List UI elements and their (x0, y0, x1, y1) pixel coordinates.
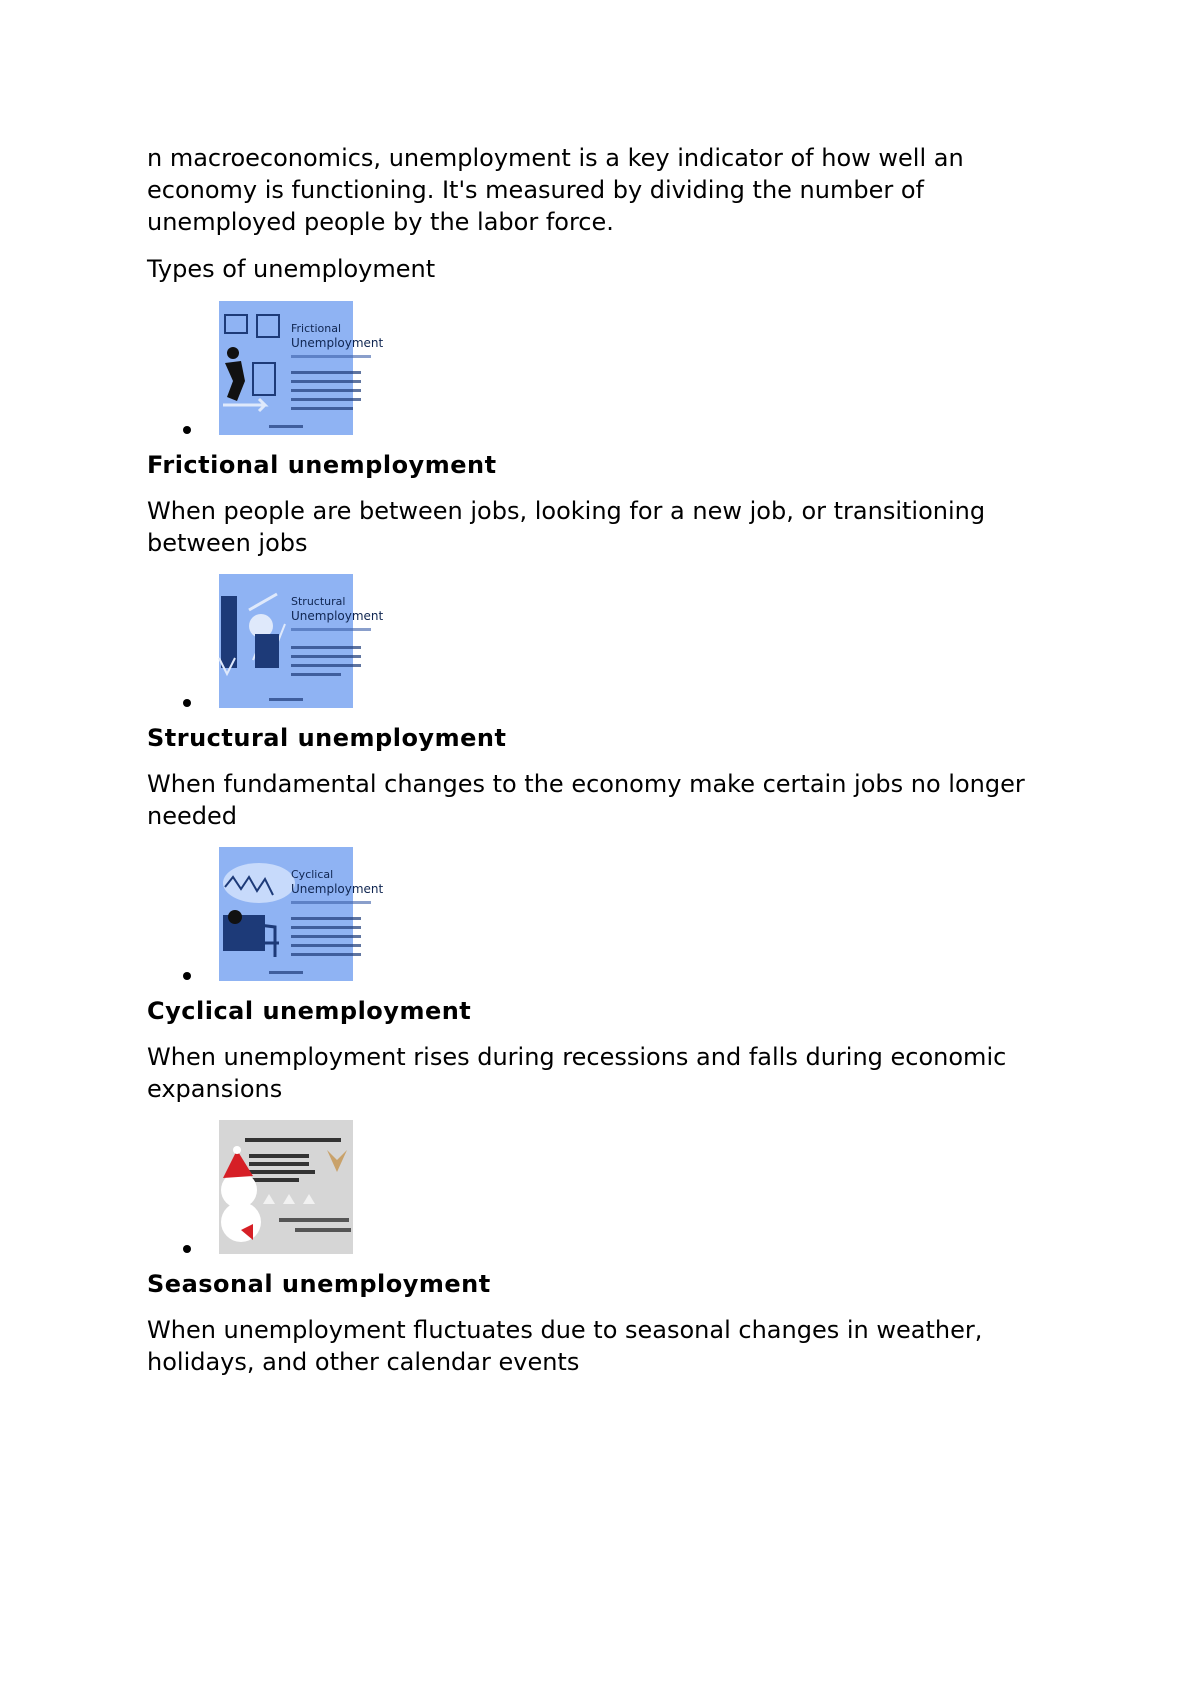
types-label: Types of unemployment (147, 255, 436, 283)
seasonal-unemployment-image (219, 1120, 353, 1254)
cyclical-unemployment-image (219, 847, 384, 981)
section-heading: Frictional unemployment (147, 451, 497, 479)
thumb-title-2: Unemployment (291, 609, 384, 623)
intro-paragraph: n macroeconomics, unemployment is a key indicator of how well an economy is functioning. It's measured by dividing the number of unemployed people by the labor force. (147, 144, 964, 236)
section-description: When unemployment fluctuates due to seasonal changes in weather, holidays, and other calendar events (147, 1316, 983, 1376)
section-heading: Cyclical unemployment (147, 997, 472, 1025)
list-item-structural (147, 574, 1067, 719)
thumb-title-2: Unemployment (291, 882, 384, 896)
list-item-seasonal (147, 1120, 1067, 1265)
structural-unemployment-image (219, 574, 384, 708)
list-item-frictional (147, 301, 1067, 446)
frictional-unemployment-image (219, 301, 384, 435)
thumb-title-1: Cyclical (291, 868, 334, 881)
section-heading: Seasonal unemployment (147, 1270, 491, 1298)
thumb-title-1: Structural (291, 595, 346, 608)
list-item-cyclical (147, 847, 1067, 992)
section-description: When fundamental changes to the economy make certain jobs no longer needed (147, 770, 1025, 830)
section-description: When people are between jobs, looking for a new job, or transitioning between jobs (147, 497, 986, 557)
document-page (147, 142, 1067, 1393)
bullet (183, 1245, 191, 1253)
bullet (183, 426, 191, 434)
thumb-title-1: Frictional (291, 322, 342, 335)
thumb-title-2: Unemployment (291, 336, 384, 350)
section-description: When unemployment rises during recessions and falls during economic expansions (147, 1043, 1007, 1103)
section-heading: Structural unemployment (147, 724, 507, 752)
bullet (183, 972, 191, 980)
bullet (183, 699, 191, 707)
